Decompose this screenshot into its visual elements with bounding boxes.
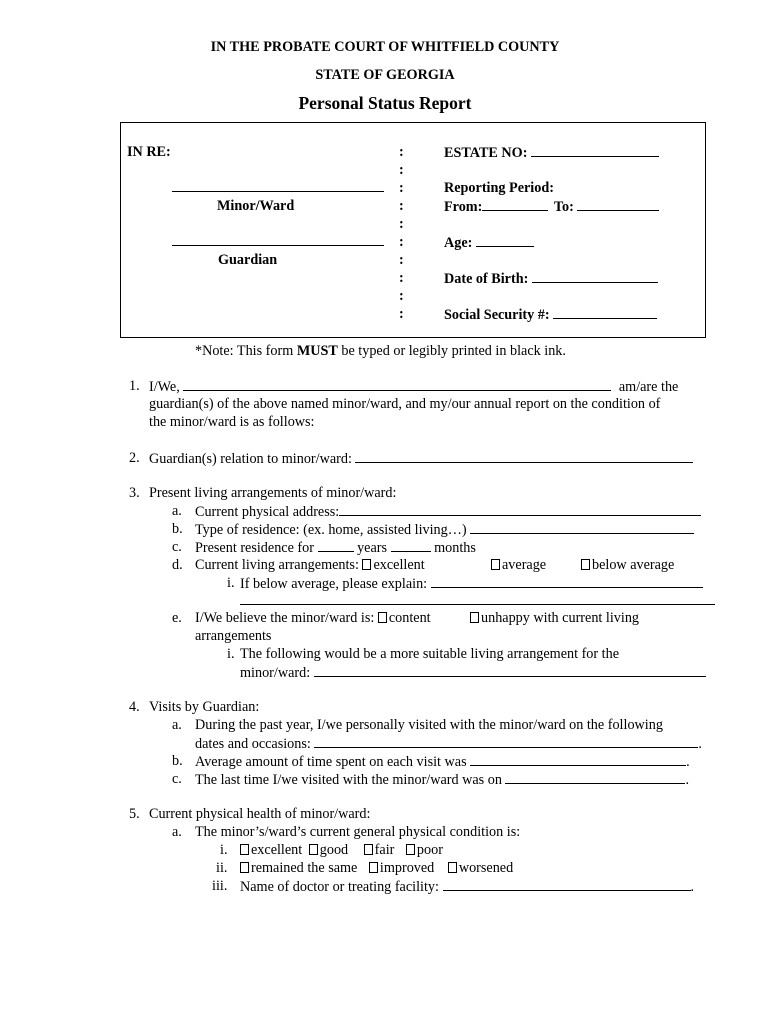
s4b-number: b.	[172, 753, 183, 769]
s3b-number: b.	[172, 521, 183, 537]
s4-text: Visits by Guardian:	[149, 699, 260, 715]
dob-line[interactable]	[532, 269, 658, 283]
court-heading: IN THE PROBATE COURT OF WHITFIELD COUNTY	[210, 39, 560, 55]
below-average-label: below average	[592, 557, 675, 573]
unhappy-option	[470, 609, 639, 627]
s3b-text: Type of residence: (ex. home, assisted living…)	[195, 522, 467, 538]
s4b-text: Average amount of time spent on each visit was	[195, 754, 467, 770]
period: .	[690, 879, 695, 895]
estate-no-label: ESTATE NO:	[444, 145, 528, 161]
s4a-line2	[195, 734, 702, 753]
s5-number: 5.	[129, 806, 140, 822]
s4a-line2-text: dates and occasions:	[195, 736, 311, 752]
s3di-text: If below average, please explain:	[240, 576, 428, 592]
to-label: To:	[553, 199, 574, 215]
s3di-number: i.	[227, 575, 235, 591]
years-line[interactable]	[318, 538, 354, 552]
s2-line	[149, 449, 693, 468]
explain-line-2[interactable]	[240, 590, 715, 605]
unhappy-checkbox[interactable]	[470, 612, 479, 623]
from-label: From:	[444, 199, 483, 215]
s1-amare: am/are the	[618, 379, 679, 395]
note-prefix: *Note: This form	[195, 343, 297, 359]
ssn-label: Social Security #:	[444, 307, 550, 323]
health-excellent-label: excellent	[251, 842, 303, 858]
colon: :	[399, 306, 404, 322]
guardian-name-line[interactable]	[172, 231, 384, 246]
s3c-text: Present residence for	[195, 540, 314, 556]
s2-text: Guardian(s) relation to minor/ward:	[149, 451, 352, 467]
colon: :	[399, 198, 404, 214]
note-must: MUST	[296, 343, 338, 359]
to-line[interactable]	[577, 197, 659, 211]
s3e-number: e.	[172, 610, 182, 626]
colon: :	[399, 162, 404, 178]
period: .	[698, 736, 702, 752]
s3e-line	[195, 609, 431, 627]
s5iii-number: iii.	[212, 878, 228, 894]
from-line[interactable]	[482, 197, 548, 211]
s3a-line	[195, 502, 701, 521]
s4c-text: The last time I/we visited with the minor/ward was on	[195, 772, 502, 788]
health-excellent-checkbox[interactable]	[240, 844, 249, 855]
s5i-options	[240, 841, 443, 859]
suitable-arrangement-line[interactable]	[314, 663, 706, 677]
s4c-number: c.	[172, 771, 182, 787]
estate-no-line[interactable]	[531, 143, 659, 157]
improved-checkbox[interactable]	[369, 862, 378, 873]
s1-line3: the minor/ward is as follows:	[149, 414, 315, 430]
guardian-label: Guardian	[218, 252, 278, 268]
minor-ward-label: Minor/Ward	[217, 198, 295, 214]
remained-same-label: remained the same	[251, 860, 358, 876]
s3ei-text: The following would be a more suitable living arrangement for the	[240, 646, 620, 662]
ssn-field[interactable]	[444, 305, 657, 324]
health-fair-label: fair	[374, 842, 395, 858]
ssn-line[interactable]	[553, 305, 657, 319]
dob-label: Date of Birth:	[444, 271, 529, 287]
colon: :	[399, 270, 404, 286]
s3ei-line2	[240, 663, 706, 682]
improved-label: improved	[379, 860, 435, 876]
health-good-checkbox[interactable]	[309, 844, 318, 855]
s1-line2: guardian(s) of the above named minor/ward, and my/our annual report on the condition of	[149, 396, 661, 412]
s3d-number: d.	[172, 557, 183, 573]
s3ei-number: i.	[227, 646, 235, 662]
s5ii-number: ii.	[216, 860, 228, 876]
s1-number: 1.	[129, 378, 140, 394]
s3a-number: a.	[172, 503, 182, 519]
s4-number: 4.	[129, 699, 140, 715]
s4a-number: a.	[172, 717, 182, 733]
s1-iwe: I/We,	[149, 379, 180, 395]
content-label: content	[388, 610, 431, 626]
health-good-label: good	[319, 842, 349, 858]
health-fair-checkbox[interactable]	[364, 844, 373, 855]
s1-line1	[149, 377, 678, 396]
s3c-line	[195, 538, 476, 557]
colon: :	[399, 216, 404, 232]
period: .	[686, 754, 690, 770]
page-title: Personal Status Report	[298, 93, 472, 113]
minor-name-line[interactable]	[172, 177, 384, 192]
age-field[interactable]	[444, 233, 534, 252]
age-line[interactable]	[476, 233, 534, 247]
colon: :	[399, 180, 404, 196]
below-average-option	[581, 556, 674, 574]
average-label: average	[502, 557, 547, 573]
residence-type-line[interactable]	[470, 520, 694, 534]
s3d-text: Current living arrangements:	[195, 557, 359, 573]
estate-no-field[interactable]	[444, 143, 659, 162]
health-poor-label: poor	[416, 842, 443, 858]
worsened-label: worsened	[458, 860, 514, 876]
excellent-checkbox[interactable]	[362, 559, 371, 570]
s3c-number: c.	[172, 539, 182, 555]
s4c-line	[195, 770, 689, 789]
ink-note	[195, 342, 566, 360]
note-suffix: be typed or legibly printed in black ink.	[337, 343, 566, 359]
s3b-line	[195, 520, 694, 539]
doctor-line[interactable]	[443, 877, 691, 891]
age-label: Age:	[444, 235, 473, 251]
s3e-text: I/We believe the minor/ward is:	[195, 610, 375, 626]
s5a-number: a.	[172, 824, 182, 840]
s5iii-text: Name of doctor or treating facility:	[240, 879, 439, 895]
worsened-checkbox[interactable]	[448, 862, 457, 873]
s5ii-options	[240, 859, 513, 877]
period: .	[685, 772, 690, 788]
s3-number: 3.	[129, 485, 140, 501]
average-checkbox[interactable]	[491, 559, 500, 570]
colon: :	[399, 234, 404, 250]
dob-field[interactable]	[444, 269, 658, 288]
visit-dates-line[interactable]	[314, 734, 698, 748]
s2-number: 2.	[129, 450, 140, 466]
excellent-label: excellent	[373, 557, 425, 573]
unhappy-label: unhappy with current living	[481, 610, 640, 626]
below-average-checkbox[interactable]	[581, 559, 590, 570]
s3-text: Present living arrangements of minor/ward:	[149, 485, 397, 501]
colon: :	[399, 288, 404, 304]
reporting-period-label: Reporting Period:	[444, 180, 554, 196]
months-line[interactable]	[391, 538, 431, 552]
remained-same-checkbox[interactable]	[240, 862, 249, 873]
months-label: months	[434, 540, 476, 556]
years-label: years	[357, 540, 387, 556]
average-option	[491, 556, 546, 574]
health-poor-checkbox[interactable]	[406, 844, 415, 855]
in-re-label: IN RE:	[127, 144, 171, 160]
visit-time-line[interactable]	[470, 752, 686, 766]
explain-line[interactable]	[431, 574, 703, 588]
relation-line[interactable]	[355, 449, 693, 463]
last-visit-line[interactable]	[505, 770, 685, 784]
colon: :	[399, 144, 404, 160]
s5a-text: The minor’s/ward’s current general physical condition is:	[195, 824, 521, 840]
guardian-names-line[interactable]	[183, 377, 611, 391]
state-heading: STATE OF GEORGIA	[315, 67, 455, 83]
s3ei-line2-text: minor/ward:	[240, 665, 311, 681]
s5-text: Current physical health of minor/ward:	[149, 806, 371, 822]
content-checkbox[interactable]	[378, 612, 387, 623]
reporting-period-fields	[444, 197, 659, 216]
s4b-line	[195, 752, 690, 771]
s5iii-line	[240, 877, 694, 896]
s5i-number: i.	[220, 842, 228, 858]
s4a-text: During the past year, I/we personally visited with the minor/ward on the following	[195, 717, 663, 733]
s3a-text: Current physical address:	[195, 504, 340, 520]
s3d-line	[195, 556, 425, 574]
colon: :	[399, 252, 404, 268]
address-line[interactable]	[339, 502, 701, 516]
s3e-line2: arrangements	[195, 628, 272, 644]
